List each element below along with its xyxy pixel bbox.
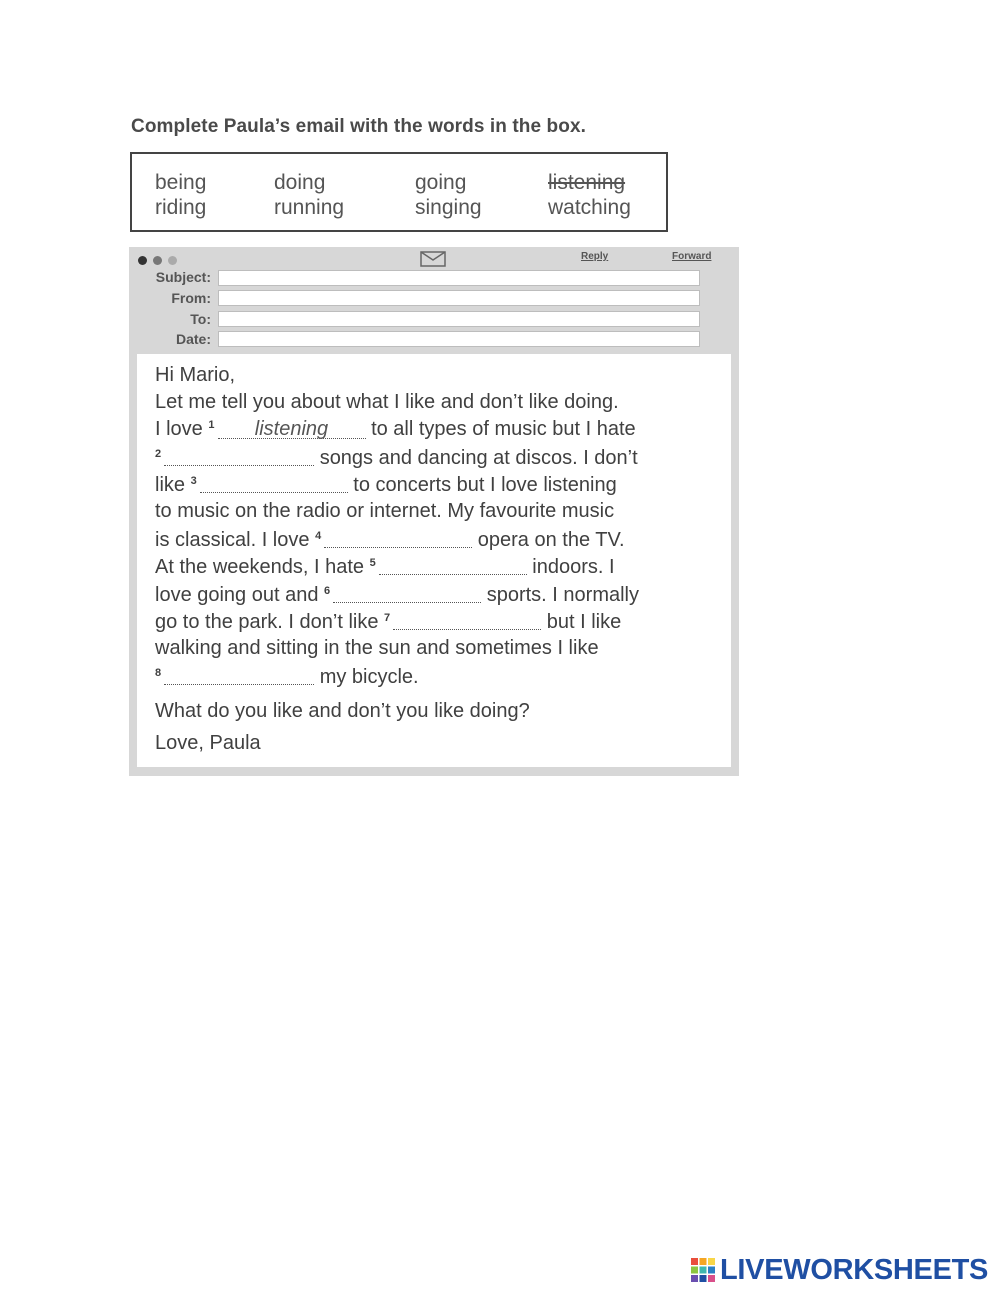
from-field[interactable]: [218, 290, 700, 306]
body-line-10: walking and sitting in the sun and sometimes I like: [155, 637, 599, 659]
forward-link[interactable]: Forward: [672, 251, 712, 262]
body-line-9: [155, 609, 621, 634]
body-line-11: [155, 664, 419, 689]
gap-3[interactable]: [200, 474, 348, 493]
gap-number-8: 8: [155, 667, 162, 679]
gap-1[interactable]: [218, 420, 366, 439]
gap-8[interactable]: [164, 666, 314, 685]
word-listening-crossed: listening: [548, 171, 626, 194]
gap-2[interactable]: [164, 447, 314, 466]
gap-5[interactable]: [379, 556, 527, 575]
to-label: To:: [190, 311, 211, 327]
email-body: [137, 354, 731, 767]
body-line-8: [155, 582, 639, 607]
gap-number-4: 4: [315, 530, 322, 542]
text: to concerts but I love listening: [353, 474, 617, 496]
body-line-5: to music on the radio or internet. My favourite music: [155, 500, 615, 522]
text: like: [155, 474, 186, 496]
gap-1-answer: listening: [254, 418, 329, 440]
to-field[interactable]: [218, 311, 700, 327]
gap-number-7: 7: [384, 612, 391, 624]
greeting: Hi Mario,: [155, 364, 236, 386]
text: to all types of music but I hate: [371, 418, 636, 440]
instruction-heading: Complete Paula’s email with the words in the box.: [131, 116, 586, 137]
text: At the weekends, I hate: [155, 556, 365, 578]
gap-number-5: 5: [369, 557, 376, 569]
word-box: [130, 152, 668, 232]
window-dot-light: [168, 256, 177, 265]
word-singing: singing: [415, 196, 482, 219]
gap-number-1: 1: [208, 419, 215, 431]
text: go to the park. I don’t like: [155, 611, 379, 633]
brand-name: LIVEWORKSHEETS: [720, 1253, 989, 1286]
email-window: [129, 247, 739, 776]
body-line-2: [155, 418, 636, 441]
body-line-1: Let me tell you about what I like and don’t like doing.: [155, 391, 619, 413]
gap-number-3: 3: [190, 475, 197, 487]
body-line-3: [155, 445, 638, 470]
word-riding: riding: [155, 196, 207, 219]
text: is classical. I love: [155, 529, 310, 551]
from-label: From:: [171, 290, 211, 306]
body-line-4: [155, 472, 617, 497]
text: songs and dancing at discos. I don’t: [319, 447, 638, 469]
window-dot-dark: [138, 256, 147, 265]
date-field[interactable]: [218, 331, 700, 347]
text: sports. I normally: [486, 584, 639, 606]
word-going: going: [415, 171, 467, 194]
word-watching: watching: [548, 196, 631, 219]
question-line: What do you like and don’t you like doing?: [155, 700, 530, 722]
signoff: Love, Paula: [155, 732, 261, 754]
envelope-icon: [420, 251, 446, 267]
subject-field[interactable]: [218, 270, 700, 286]
gap-6[interactable]: [333, 584, 481, 603]
gap-number-2: 2: [155, 448, 162, 460]
body-line-6: [155, 527, 625, 552]
body-line-7: [155, 554, 615, 579]
word-doing: doing: [274, 171, 326, 194]
text: opera on the TV.: [477, 529, 625, 551]
liveworksheets-logo: [690, 1254, 988, 1286]
logo-grid-icon: [690, 1257, 716, 1283]
gap-7[interactable]: [393, 611, 541, 630]
word-being: being: [155, 171, 207, 194]
text: my bicycle.: [319, 666, 419, 688]
window-dot-mid: [153, 256, 162, 265]
date-label: Date:: [175, 331, 211, 347]
text: love going out and: [155, 584, 319, 606]
gap-4[interactable]: [324, 529, 472, 548]
gap-number-6: 6: [324, 585, 331, 597]
reply-link[interactable]: Reply: [581, 251, 609, 262]
word-running: running: [274, 196, 345, 219]
text: I love: [155, 418, 203, 440]
text: indoors. I: [532, 556, 615, 578]
subject-label: Subject:: [155, 269, 211, 285]
text: but I like: [546, 611, 622, 633]
